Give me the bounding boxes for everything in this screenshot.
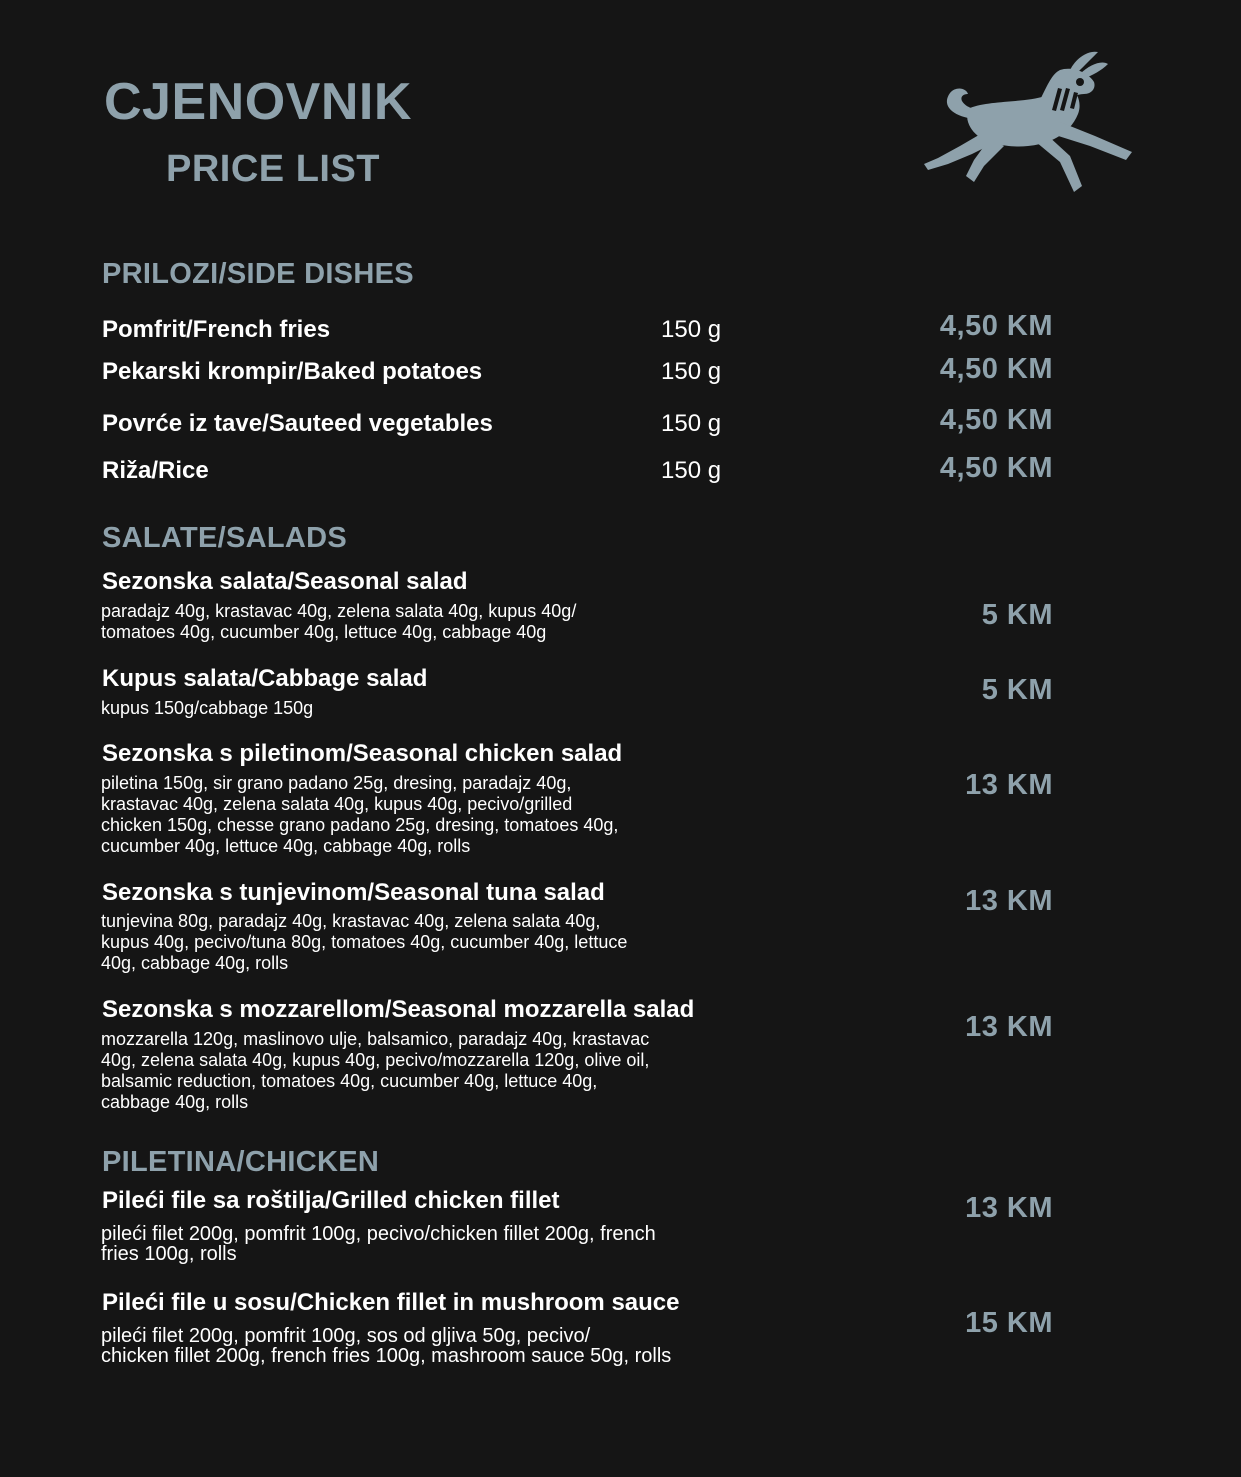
item-price: 4,50 KM — [939, 353, 1053, 385]
item-price: 15 KM — [965, 1307, 1053, 1339]
item-name: Pileći file u sosu/Chicken fillet in mushroom sauce — [102, 1289, 680, 1316]
item-description: kupus 150g/cabbage 150g — [101, 698, 314, 718]
item-quantity: 150 g — [661, 316, 722, 343]
menu-subtitle: PRICE LIST — [166, 148, 381, 190]
item-name: Pileći file sa roštilja/Grilled chicken fillet — [102, 1187, 560, 1214]
item-name: Pekarski krompir/Baked potatoes — [102, 358, 483, 385]
item-name: Pomfrit/French fries — [102, 316, 331, 343]
item-price: 13 KM — [965, 885, 1053, 917]
item-name: Sezonska s piletinom/Seasonal chicken salad — [102, 740, 623, 767]
item-price: 4,50 KM — [939, 404, 1053, 436]
running-donkey-icon — [920, 48, 1135, 198]
item-name: Sezonska s tunjevinom/Seasonal tuna salad — [102, 879, 605, 906]
item-quantity: 150 g — [661, 457, 722, 484]
item-name: Kupus salata/Cabbage salad — [102, 665, 428, 692]
item-price: 13 KM — [965, 1192, 1053, 1224]
section-title-chicken: PILETINA/CHICKEN — [102, 1146, 380, 1178]
menu-title: CJENOVNIK — [104, 73, 412, 131]
item-price: 13 KM — [965, 1011, 1053, 1043]
item-quantity: 150 g — [661, 410, 722, 437]
item-description: paradajz 40g, krastavac 40g, zelena salata 40g, kupus 40g/ tomatoes 40g, cucumber 40g, lettuce 40g, cabbage 40g — [101, 601, 577, 642]
item-name: Povrće iz tave/Sauteed vegetables — [102, 410, 493, 437]
item-name: Riža/Rice — [102, 457, 209, 484]
item-description: pileći filet 200g, pomfrit 100g, pecivo/chicken fillet 200g, french fries 100g, rolls — [101, 1223, 656, 1265]
item-name: Sezonska salata/Seasonal salad — [102, 568, 468, 595]
item-description: mozzarella 120g, maslinovo ulje, balsamico, paradajz 40g, krastavac 40g, zelena salata 40g, kupus 40g, pecivo/mozzarella 120g, olive oil, balsamic reduction, tomatoes 40g, cucumber 40g, lettuce 40g, cabbage 40g, rolls — [101, 1029, 650, 1112]
item-description: pileći filet 200g, pomfrit 100g, sos od gljiva 50g, pecivo/ chicken fillet 200g, french fries 100g, mashroom sauce 50g, rolls — [101, 1325, 672, 1367]
item-price: 4,50 KM — [939, 310, 1053, 342]
item-price: 5 KM — [981, 599, 1053, 631]
section-title-salads: SALATE/SALADS — [102, 522, 348, 554]
section-title-sides: PRILOZI/SIDE DISHES — [102, 258, 414, 290]
item-quantity: 150 g — [661, 358, 722, 385]
item-description: piletina 150g, sir grano padano 25g, dresing, paradajz 40g, krastavac 40g, zelena salata 40g, kupus 40g, pecivo/grilled chicken 150g, chesse grano padano 25g, dresing, tomatoes 40g, cucumber 40g, lettuce 40g, cabbage 40g, rolls — [101, 773, 619, 856]
item-name: Sezonska s mozzarellom/Seasonal mozzarella salad — [102, 996, 695, 1023]
item-price: 4,50 KM — [939, 452, 1053, 484]
item-price: 5 KM — [981, 674, 1053, 706]
item-description: tunjevina 80g, paradajz 40g, krastavac 40g, zelena salata 40g, kupus 40g, pecivo/tuna 80g, tomatoes 40g, cucumber 40g, lettuce 40g, cabbage 40g, rolls — [101, 911, 628, 973]
item-price: 13 KM — [965, 769, 1053, 801]
